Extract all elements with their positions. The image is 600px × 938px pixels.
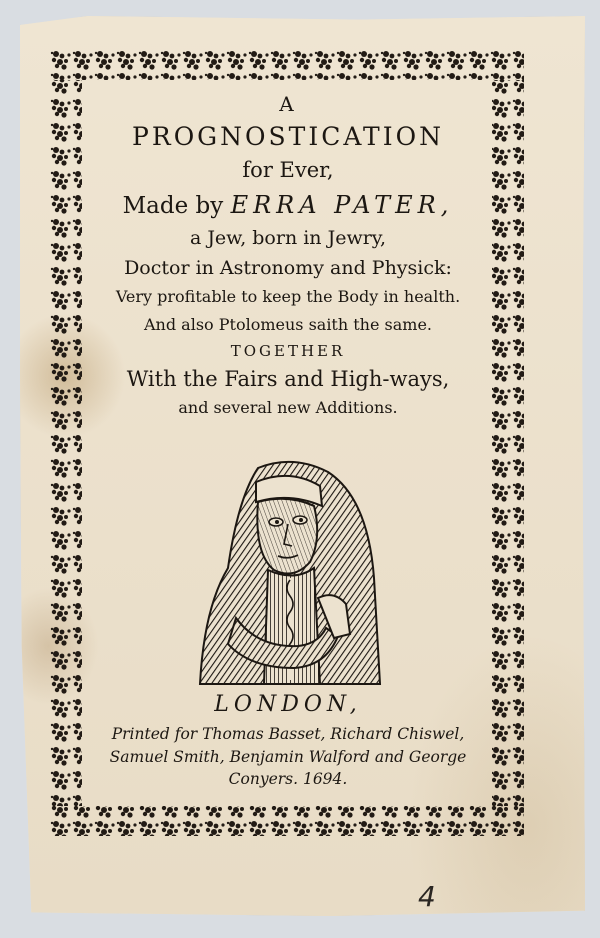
title-line-doctor: Doctor in Astronomy and Physick:: [124, 257, 452, 279]
imprint-line-1: Printed for Thomas Basset, Richard Chiswel,: [111, 725, 465, 743]
title-line-several: and several new Additions.: [178, 398, 398, 417]
imprint-city: LONDON,: [214, 692, 362, 717]
title-block: [88, 90, 488, 416]
title-line-ptolomeus: And also Ptolomeus saith the same.: [143, 315, 433, 334]
imprint-block: [78, 694, 498, 788]
title-line-a: A: [279, 92, 297, 116]
title-line-together: TOGETHER: [230, 342, 346, 360]
imprint-line-2: Samuel Smith, Benjamin Walford and George: [109, 747, 467, 766]
title-line-very-profitable: Very profitable to keep the Body in health.: [115, 287, 461, 306]
title-line-jew: a Jew, born in Jewry,: [189, 227, 387, 249]
woodcut-portrait: [198, 458, 382, 686]
title-line-fairs: With the Fairs and High-ways,: [126, 367, 450, 391]
title-line-prognostication: PROGNOSTICATION: [132, 122, 444, 151]
title-line-made-by: [88, 193, 488, 218]
made-by-text: Made by: [122, 193, 224, 219]
author-name: ERRA PATER,: [230, 191, 454, 219]
handwritten-page-number: 4: [418, 880, 436, 913]
title-line-for-ever: for Ever,: [242, 158, 334, 182]
imprint-line-3: Conyers. 1694.: [228, 770, 348, 788]
